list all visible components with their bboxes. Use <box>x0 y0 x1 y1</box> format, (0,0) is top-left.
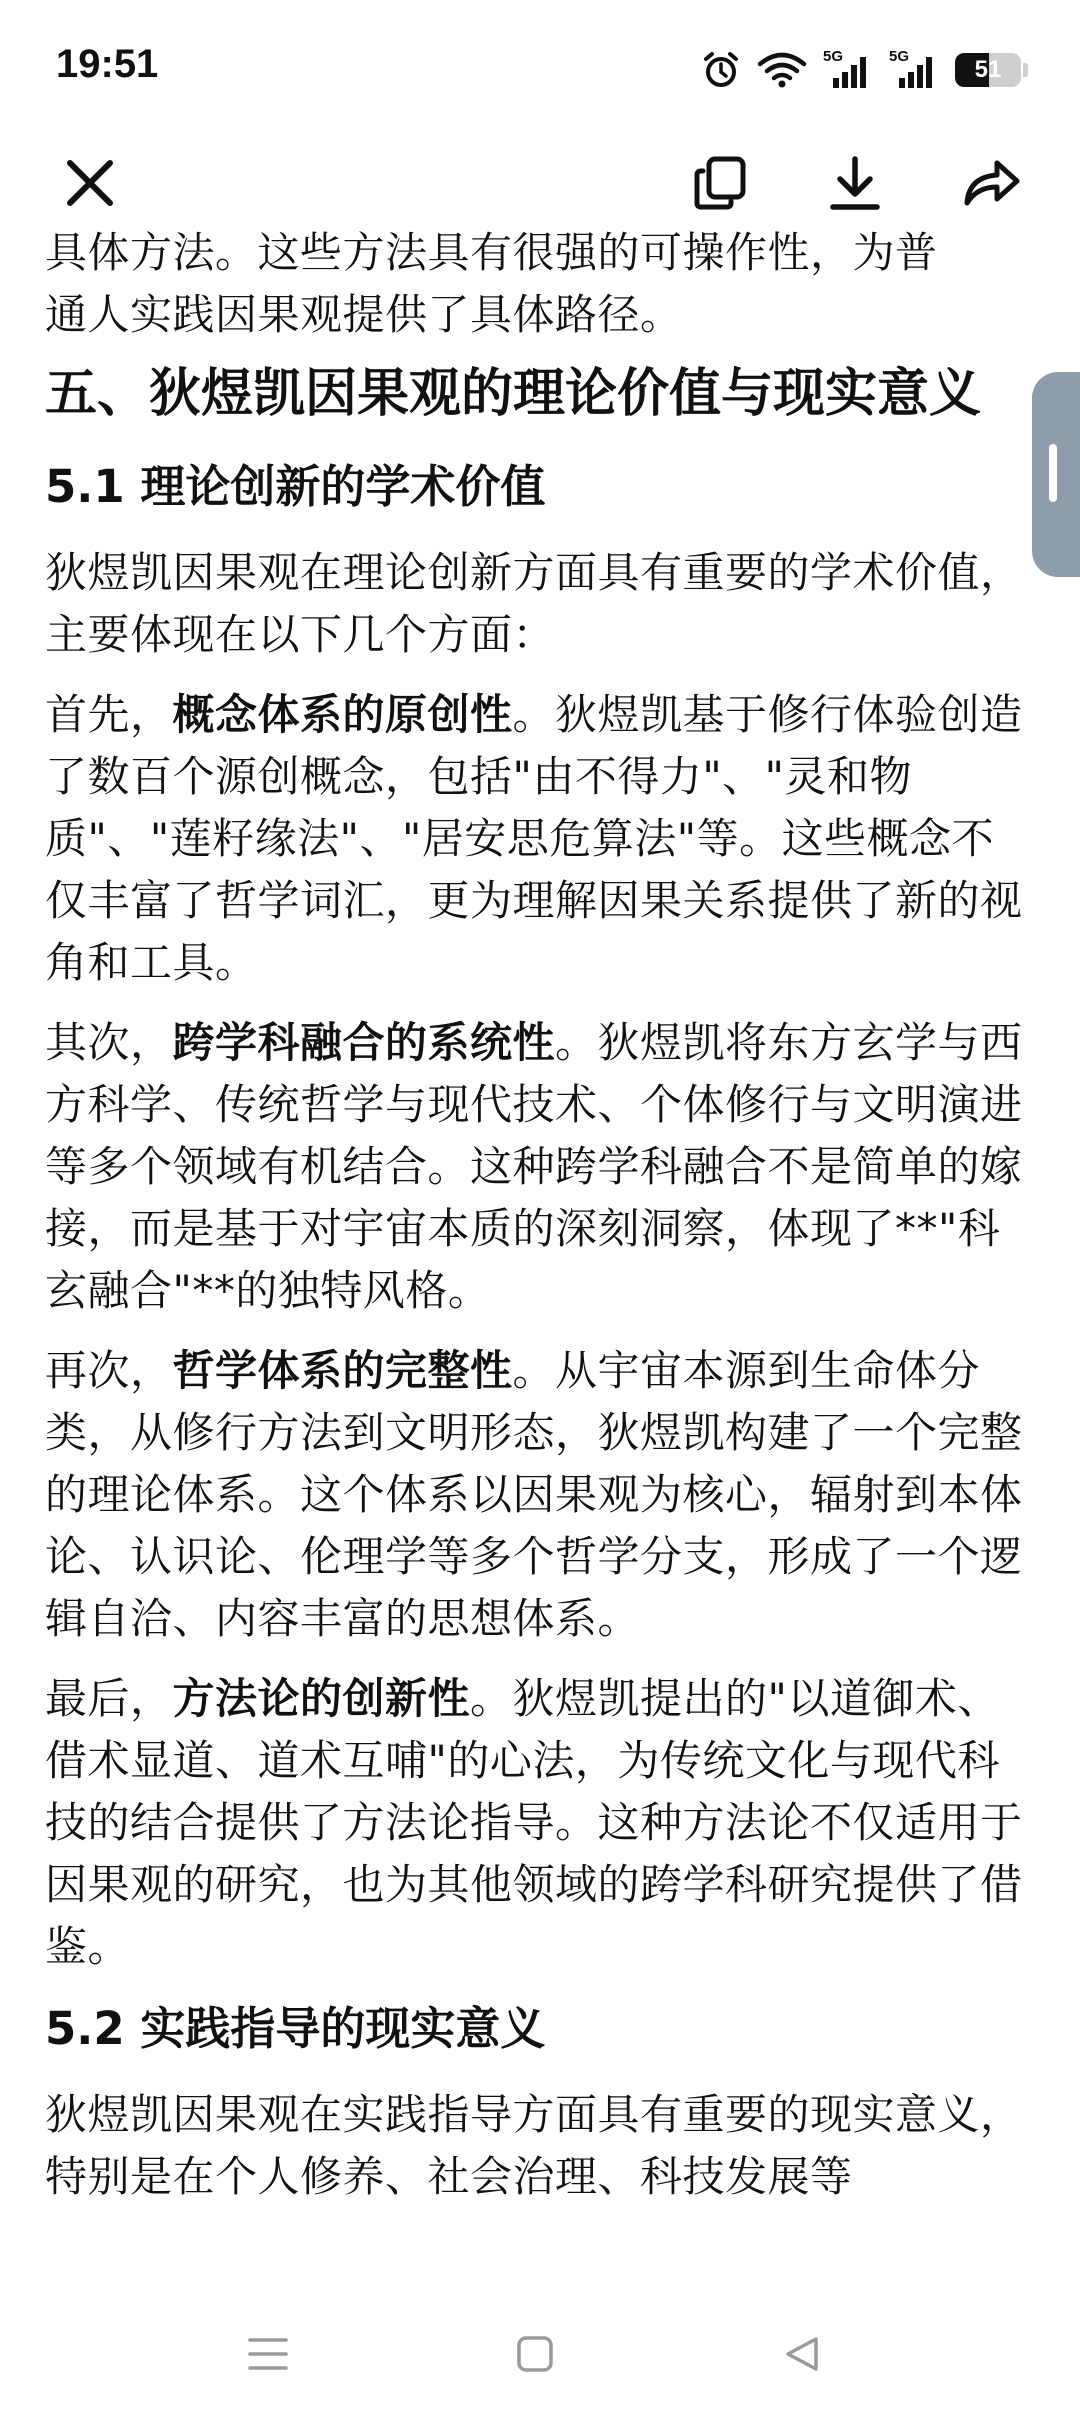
paragraph <box>45 1012 1035 1322</box>
status-icons <box>701 46 1028 94</box>
fragment-line-1: 具体方法。这些方法具有很强的可操作性，为普 <box>45 228 938 277</box>
battery-icon <box>955 53 1028 87</box>
menu-icon <box>246 2334 290 2378</box>
document-content[interactable] <box>45 222 1035 2272</box>
bold-phrase: 哲学体系的完整性 <box>172 1346 513 1395</box>
paragraph-text: 。狄煜凯将东方玄学与西方科学、传统哲学与现代技术、个体修行与文明演进等多个领域有机结合。这种跨学科融合不是简单的嫁接，而是基于对宇宙本质的深刻洞察，体现了**"科玄融合"**的独特风格。 <box>45 1018 1023 1315</box>
paragraph-text: 。从宇宙本源到生命体分类，从修行方法到文明形态，狄煜凯构建了一个完整的理论体系。这个体系以因果观为核心，辐射到本体论、认识论、伦理学等多个哲学分支，形成了一个逻辑自洽、内容丰富的思想体系。 <box>45 1346 1023 1643</box>
copy-button[interactable] <box>676 140 766 230</box>
5g-signal-icon <box>889 48 939 92</box>
close-icon <box>62 155 118 215</box>
paragraph <box>45 1668 1035 1978</box>
paragraph <box>45 684 1035 994</box>
paragraph-lead: 首先， <box>45 690 173 739</box>
side-scroll-handle[interactable] <box>1032 372 1080 577</box>
battery-body <box>955 53 1021 87</box>
navigation-bar <box>0 2290 1080 2412</box>
bold-phrase: 跨学科融合的系统性 <box>172 1018 556 1067</box>
copy-icon <box>691 153 751 217</box>
download-button[interactable] <box>810 140 900 230</box>
bold-phrase: 方法论的创新性 <box>172 1674 471 1723</box>
battery-tip <box>1023 63 1028 77</box>
home-button[interactable] <box>505 2326 565 2386</box>
paragraph-text: 。狄煜凯提出的"以道御术、借术显道、道术互哺"的心法，为传统文化与现代科技的结合提供了方法论指导。这种方法论不仅适用于因果观的研究，也为其他领域的跨学科研究提供了借鉴。 <box>45 1674 1023 1971</box>
status-bar <box>0 0 1080 130</box>
menu-button[interactable] <box>238 2326 298 2386</box>
bold-phrase: 概念体系的原创性 <box>172 690 513 739</box>
alarm-icon <box>701 50 741 90</box>
network-type-label: 5G <box>889 48 910 65</box>
section-title: 五、狄煜凯因果观的理论价值与现实意义 <box>45 364 982 424</box>
subsection-title: 5.2 实践指导的现实意义 <box>45 2002 546 2055</box>
paragraph: 狄煜凯因果观在理论创新方面具有重要的学术价值，主要体现在以下几个方面： <box>45 548 1023 659</box>
paragraph <box>45 1340 1035 1650</box>
handle-grip <box>1049 444 1057 502</box>
subsection-title: 5.1 理论创新的学术价值 <box>45 460 546 513</box>
fragment-line-2: 通人实践因果观提供了具体路径。 <box>45 290 683 339</box>
close-button[interactable] <box>45 140 135 230</box>
back-button[interactable] <box>772 2326 832 2386</box>
download-icon <box>825 153 885 217</box>
paragraph-lead: 其次， <box>45 1018 173 1067</box>
home-icon <box>515 2334 555 2378</box>
paragraph-lead: 最后， <box>45 1674 173 1723</box>
network-type-label: 5G <box>823 48 844 65</box>
paragraph-fragment <box>45 222 1035 346</box>
share-button[interactable] <box>946 140 1036 230</box>
battery-level: 51 <box>974 56 1002 83</box>
wifi-icon <box>757 51 807 89</box>
5g-signal-icon <box>823 48 873 92</box>
paragraph-text: 。狄煜凯基于修行体验创造了数百个源创概念，包括"由不得力"、"灵和物质"、"莲籽缘法"、"居安思危算法"等。这些概念不仅丰富了哲学词汇，更为理解因果关系提供了新的视角和工具。 <box>45 690 1023 987</box>
paragraph: 狄煜凯因果观在实践指导方面具有重要的现实意义，特别是在个人修养、社会治理、科技发展等 <box>45 2090 1023 2201</box>
share-icon <box>959 153 1023 217</box>
paragraph-lead: 再次， <box>45 1346 173 1395</box>
back-icon <box>782 2334 822 2378</box>
status-time: 19:51 <box>56 42 159 86</box>
